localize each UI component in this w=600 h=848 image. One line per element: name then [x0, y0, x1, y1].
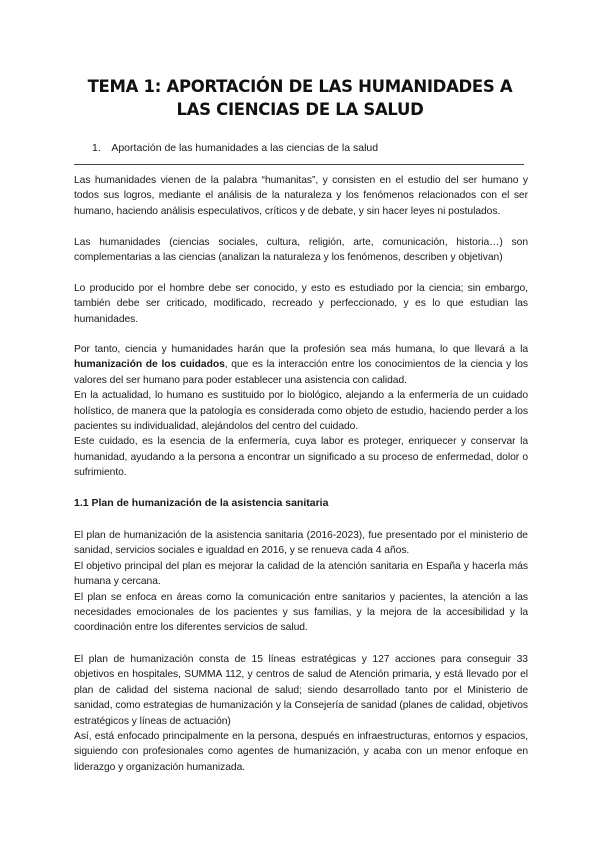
section-number: 1. [92, 142, 101, 154]
title-line-2: LAS CIENCIAS DE LA SALUD [176, 100, 424, 119]
subsection-title: 1.1 Plan de humanización de la asistencia sanitaria [74, 497, 329, 509]
plan-sentence-5: Así, está enfocado principalmente en la persona, después en infraestructuras, entornos y espacios, siguiendo con profesionales como agentes de humanización, y acaba con un menor enfoque en liderazgo y organización humanizada. [74, 731, 528, 773]
paragraph-4 [74, 342, 528, 481]
plan-sentence-1: El plan de humanización de la asistencia sanitaria (2016-2023), fue presentado por el ministerio de sanidad, servicios sociales e igualdad en 2016, y se renueva cada 4 años. [74, 530, 528, 557]
paragraph-3: Lo producido por el hombre debe ser conocido, y esto es estudiado por la ciencia; sin embargo, también debe ser criticado, modificado, recreado y perfeccionado, y es lo que estudian las humanidades. [74, 283, 528, 325]
p4-text-end: , que es la interacción entre los conocimientos de la ciencia y los valores del ser humano para poder establecer una asistencia con calidad. [74, 359, 528, 386]
p4-text-start: Por tanto, ciencia y humanidades harán que la profesión sea más humana, lo que llevará a la [74, 344, 528, 355]
plan-sentence-3: El plan se enfoca en áreas como la comunicación entre sanitarios y pacientes, la atención a las necesidades emocionales de los pacientes y sus familias, y la mejora de la accesibilidad y la coordinación entre los diferentes servicios de salud. [74, 591, 528, 634]
section-label: Aportación de las humanidades a las ciencias de la salud [111, 142, 379, 154]
p4-line-3: Este cuidado, es la esencia de la enfermería, cuya labor es proteger, enriquecer y conservar la humanidad, ayudando a la persona a encontrar un significado a su proceso de enfermedad, dolor o sufrimiento. [74, 436, 528, 479]
paragraph-2: Las humanidades (ciencias sociales, cultura, religión, arte, comunicación, historia…) son complementarias a las ciencias (analizan la naturaleza y los fenómenos, describen y objetivan) [74, 237, 528, 264]
paragraph-1: Las humanidades vienen de la palabra “humanitas”, y consisten en el estudio del ser humano y todos sus logros, mediante el análisis de la naturaleza y los fenómenos relacionados con el ser humano, haciendo análisis especulativos, críticos y de debate, y sin hacer leyes ni postulados. [74, 175, 528, 217]
plan-sentence-4: El plan de humanización consta de 15 líneas estratégicas y 127 acciones para conseguir 33 objetivos en hospitales, SUMMA 112, y centros de salud de Atención primaria, y está llevado por el plan de calidad del sistema nacional de salud; siendo desarrollado tanto por el Ministerio de sanidad, como estrategias de humanización y la Consejería de sanidad (planes de calidad, objetivos estratégicos y líneas de actuación) [74, 654, 528, 727]
plan-block-1 [74, 528, 528, 636]
title-line-1: TEMA 1: APORTACIÓN DE LAS HUMANIDADES A [87, 77, 513, 96]
divider [74, 164, 524, 165]
plan-sentence-2: El objetivo principal del plan es mejorar la calidad de la atención sanitaria en España y hacerla más humana y cercana. [74, 560, 528, 588]
section-heading [92, 142, 378, 154]
page-title [60, 75, 540, 121]
p4-bold-term: humanización de los cuidados [74, 359, 225, 371]
p4-line-2: En la actualidad, lo humano es sustituido por lo biológico, alejando a la enfermería de un cuidado holístico, de manera que la patología es considerada como objeto de estudio, haciendo perder a los pacientes su individualidad, alejándolos del centro del cuidado. [74, 390, 528, 433]
plan-block-2 [74, 652, 528, 775]
